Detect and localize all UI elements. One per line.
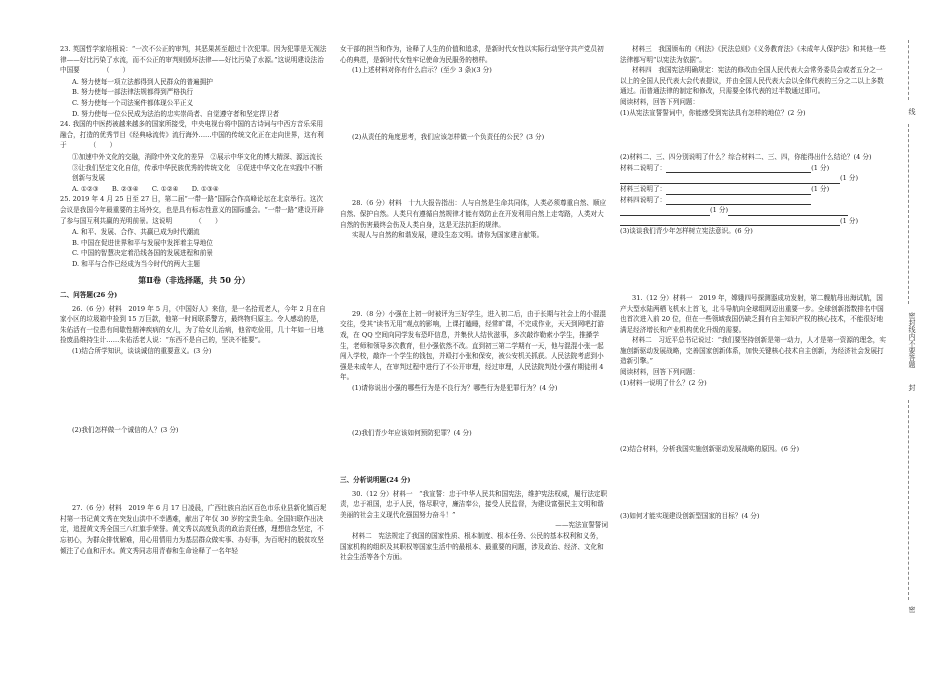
question-31-part-3: (3)如何才能实现建设创新型国家的目标？(4 分) [620, 511, 760, 520]
binding-label-seal: 封 [908, 384, 916, 391]
question-24-statements: ①加速中外文化的交融，消除中外文化的差异 ②展示中华文化的博大精深、源远流长 ③让我们坚定文化自信，传承中华民族优秀的传统文化 ④促进中华文化在实践中不断创新与发展 [72, 152, 330, 183]
answer-blank[interactable] [620, 176, 840, 184]
option-b: B. 中国在促进世界和平与发展中发挥着主导地位 [72, 238, 213, 247]
question-31-material-2: 材料二 习近平总书记说过：“我们要坚持创新是第一动力，人才是第一资源的理念，实施创新驱动发展战略，完善国家创新体系，加快关键核心技术自主创新，为经济社会发展打造新引擎。” [620, 336, 886, 366]
answer-line-material-3 [620, 184, 888, 195]
question-30-part-1: (1)从宪法宣誓誓词中，你能感受到宪法具有怎样的地位？(2 分) [620, 108, 806, 117]
points-label: (1 分) [811, 184, 830, 193]
option-a: A. 努力使每一项立法都得到人民群众的普遍拥护 [72, 77, 213, 86]
answer-line-material-4 [620, 195, 888, 206]
binding-warning: 密封线内不要答题 [908, 312, 916, 368]
question-28-ask: 实现人与自然的和谐发展，建设生态文明。请你为国家建言献策。 [352, 231, 544, 240]
material-4: 材料四 我国宪法明确规定：宪法的修改由全国人民代表大会常务委员会或者五分之一以上的全国人民代表大会代表提议，并由全国人民代表大会以全体代表的三分之二以上多数通过。而普通法律的制定和修改，只需要全体代表的过半数通过即可。 [620, 66, 884, 96]
column-left [60, 44, 328, 556]
answer-blank[interactable] [666, 187, 811, 195]
binding-label-secret: 密 [908, 606, 916, 613]
question-27: 27.（6 分）材料 2019 年 6 月 17 日凌晨，广西壮族自治区百色市乐业县新化镇百坭村第一书记黄文秀在突发山洪中不幸遇难，献出了年仅 30 岁的宝贵生命。全国妇联作出决定，追授黄文秀全国三八红旗手荣誉。黄文秀以高度负责的政治责任感，理想信念坚定，不忘初心，为群众排忧解难，用心用情用力为基层群众做实事、办好事，为百坭村的脱贫攻坚倾注了心血和汗水。黄文秀同志用青春和生命诠释了一名年轻 [60, 504, 327, 555]
option-a: A. 和平、发展、合作、共赢已成为时代潮流 [72, 228, 200, 237]
question-24-options: A. ①②③ B. ②③④ C. ①②④ D. ①③④ [72, 184, 219, 193]
read-instruction: 阅读材料，回答下列问题： [620, 97, 700, 106]
column-right [620, 44, 888, 521]
section-2-heading: 二、问答题(26 分) [60, 291, 118, 300]
question-26: 26.（6 分）材料 2019 年 5 月，《中国好人》来信，是一名拾荒老人，今年 2 月在自家小区的垃圾箱中捡到 15 万巨款，他第一时间联系警方，最终物归原主。令人感动的是，朱佑活有一位患有间歇性精神疾病的女儿，为了给女儿治病，他省吃俭用，几十年如一日地捡废品维持生计……朱佑活老人说：“东西不是自己的，坚决不能要”。 [60, 304, 326, 345]
answer-label: 材料二说明了： [620, 163, 667, 172]
points-label: (1 分) [840, 216, 859, 225]
answer-line-material-2 [620, 163, 888, 174]
part-2-heading: 第Ⅱ卷（非选择题，共 50 分） [138, 275, 250, 286]
option-c: C. 努力使每一个司法案件都体现公平正义 [72, 98, 194, 107]
question-26-part-1: (1)结合所学知识，谈谈诚信的重要意义。(3 分) [72, 347, 212, 356]
binding-margin [902, 40, 916, 660]
dashed-divider [908, 400, 909, 600]
answer-blank[interactable] [728, 208, 848, 216]
option-d: D. 和平与合作已经成为当今时代的两大主题 [72, 259, 200, 268]
answer-blank[interactable] [666, 197, 811, 205]
option-d: D. 努力使每一位公民成为法治的忠实崇尚者、自觉遵守者和坚定捍卫者 [72, 109, 280, 118]
binding-label-line: 线 [908, 108, 916, 115]
answer-line-final [620, 216, 888, 227]
question-30-source: ——宪法宣誓誓词 [555, 521, 608, 530]
points-label: (1 分) [840, 174, 859, 183]
question-29-part-2: (2)我们青少年应该如何预防犯罪？(4 分) [352, 428, 472, 437]
question-31-part-1: (1)材料一说明了什么？(2 分) [620, 378, 707, 387]
answer-label: 材料三说明了： [620, 184, 667, 193]
question-31: 31.（12 分）材料一 2019 年，嫦娥四号探测器成功发射，第二艘航母出海试航，国产大型水陆两栖飞机水上首飞，北斗导航向全球组网迈出重要一步。全球创新指数排名中国也首次进入前 20 位，但在一些领域我国仍缺乏拥有自主知识产权的核心技术，不能很好地满足经济增长和产业机构优化升级的需要。 [620, 293, 884, 334]
answer-line-conclusion [620, 205, 888, 216]
question-30-material-2: 材料二 宪法规定了我国的国家性质、根本制度、根本任务、公民的基本权利和义务，国家机构的组织及其职权等国家生活中的最根本、最重要的问题，涉及政治、经济、文化和社会生活等各个方面。 [340, 532, 604, 562]
question-27-continued: 女干部的担当和作为，诠释了人生的价值和追求，是新时代女性以实际行动坚守共产党员初心的典范，是新时代女性牢记使命为民服务的榜样。 [340, 45, 604, 64]
answer-blank[interactable] [620, 208, 710, 216]
dashed-divider [908, 40, 909, 100]
answer-blank[interactable] [666, 165, 811, 173]
answer-label: 材料四说明了： [620, 195, 667, 204]
dashed-divider [908, 124, 909, 304]
question-30: 30.（12 分）材料一 “我宣誓：忠于中华人民共和国宪法，维护宪法权威，履行法定职责，忠于祖国，忠于人民，恪尽职守，廉洁奉公，接受人民监督，为建设富强民主文明和谐美丽的社会主义现代化强国努力奋斗！” [340, 489, 608, 519]
question-27-part-1: (1)上述材料对你有什么启示？(至少 3 条)(3 分) [352, 66, 492, 75]
question-27-part-2: (2)从责任的角度思考，我们应该怎样做一个负责任的公民？(3 分) [352, 132, 545, 141]
question-26-part-2: (2)我们怎样做一个诚信的人？(3 分) [72, 425, 179, 434]
points-label: (1 分) [710, 206, 729, 215]
question-29-part-1: (1)请你说出小强的哪些行为是不良行为？哪些行为是犯罪行为？(4 分) [352, 383, 558, 392]
question-30-part-2: (2)材料二、三、四分别说明了什么？综合材料二、三、四，你能得出什么结论？(4 分) [620, 153, 872, 162]
question-23: 23. 英国哲学家培根说：“一次不公正的审判，其恶果甚至超过十次犯罪。因为犯罪是无视法律——好比污染了水流，而不公正的审判则毁坏法律——好比污染了水源。”这说明建设法治中国要 （ ） [60, 45, 327, 75]
section-3-heading: 三、分析说明题(24 分) [340, 476, 411, 485]
question-30-part-3: (3)谈谈我们青少年怎样树立宪法意识。(6 分) [620, 227, 753, 236]
option-c: C. 中国的智慧决定着沿线各国的发展进程和前景 [72, 249, 213, 258]
question-31-part-2: (2)结合材料，分析我国实施创新驱动发展战略的原因。(6 分) [620, 445, 800, 454]
question-25: 25. 2019 年 4 月 25 日至 27 日，第二届“一带一路”国际合作高峰论坛在北京举行。这次会议是我国今年最重要的主场外交，也是具有标志性意义的国际盛会。“一带一路”建设开辟了参与国互利共赢的光明前景。这说明 （ ） [60, 195, 324, 225]
option-b: B. 努力使每一部法律法规都得到严格执行 [72, 88, 194, 97]
answer-blank[interactable] [620, 218, 840, 226]
question-28: 28.（6 分）材料 十九大报告指出：人与自然是生命共同体，人类必须尊重自然、顺应自然、保护自然。人类只有遵循自然规律才能有效防止在开发利用自然上走弯路，人类对大自然的伤害最终会伤及人类自身，这是无法抗拒的规律。 [340, 199, 607, 229]
question-24: 24. 我国的中医药被越来越多的国家所接受，中央电视台将中国的古诗词与中西方音乐采用融合，打造的优秀节目《经典咏流传》流行海外……中国的传统文化正在走向世界，这有利于 （ ） [60, 120, 324, 150]
column-middle [340, 44, 608, 563]
question-29: 29.（8 分）小强在上初一时被评为三好学生，进入初二后，由于长期与社会上的小混混交往，受其“读书无用”观点的影响，上课打瞌睡，经常旷课，不完成作业，天天到网吧打游戏，在 QQ 空间向同学发布恐吓信息，并集伙人结伙滋事，多次敲诈勒索小学生，推搡学生，老师和领导多次教育，但小强依然不改。直到初三第二学期有一天，他与混混小张一起闯入学校，敲诈一个学生的钱包，并殴打小张和保安，被公安机关抓获。人民法院考虑到小强是未成年人，在审判过程中进行了不公开审理，经过审理，人民法院判处小强有期徒刑 4 年。 [340, 309, 607, 382]
material-3: 材料三 我国颁布的《刑法》《民法总则》《义务教育法》《未成年人保护法》和其他一些法律都写明“以宪法为依据”。 [620, 45, 886, 64]
question-31-instruction: 阅读材料，回答下列问题： [620, 368, 700, 377]
answer-line-extra [620, 173, 888, 184]
points-label: (1 分) [811, 163, 830, 172]
